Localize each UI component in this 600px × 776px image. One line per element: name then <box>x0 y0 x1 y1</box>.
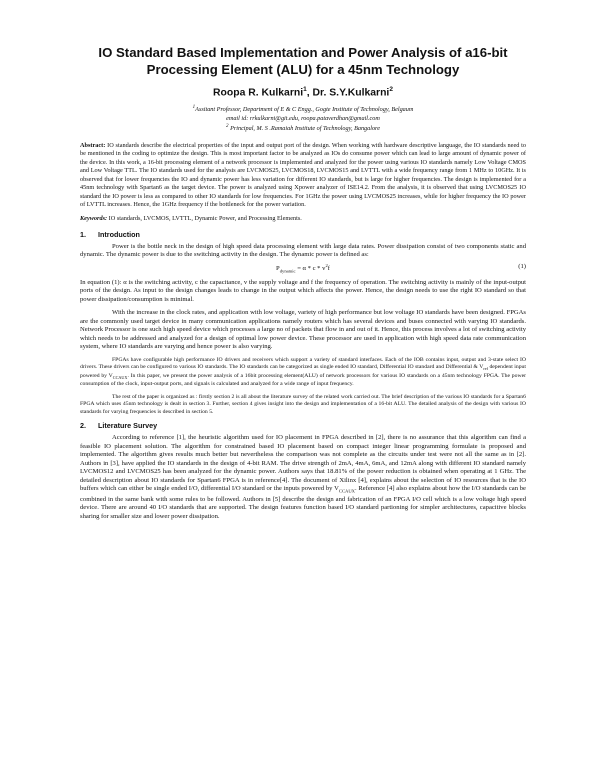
equation-number: (1) <box>518 262 526 270</box>
section-1-paragraph-4 <box>80 357 526 389</box>
affiliation-email: email id: rrkulkarni@git.edu, roopa.pataverdhan@gmail.com <box>226 114 380 122</box>
s1p4-part-c: . In this paper, we present the power analysis of a 16bit processing element(ALU) of network processors for various IO standards on a 45nm technology FPGA. The power consumption of the clock, input-output ports, and signals is calculated and analyzed for a wide range of input frequency. <box>80 372 526 388</box>
section-1-paragraph-1: Power is the bottle neck in the design of high speed data processing element with large data rates. Power dissipation consist of two components static and dynamic. The dynamic power is due to the switching activity in the design. The dynamic power is defined as: <box>80 242 526 259</box>
eq-lhs: P <box>276 265 280 273</box>
author-2-sup: 2 <box>389 86 393 93</box>
affiliation-2-text: Principal, M. S .Ramaiah Institute of Technology, Bangalore <box>230 125 380 133</box>
author-2: , Dr. S.Y.Kulkarni <box>306 87 390 99</box>
affiliation-1-sup: 1 <box>192 105 196 111</box>
eq-lhs-sub: dynamic <box>279 268 296 274</box>
section-2-number: 2. <box>80 421 86 431</box>
equation-formula <box>80 263 526 274</box>
abstract <box>80 142 526 210</box>
abstract-label: Abstract: <box>80 141 106 149</box>
equation-1 <box>80 263 526 275</box>
s1p4-sub-ref: ref <box>483 366 488 372</box>
section-1-paragraph-5: The rest of the paper is organized as : firstly section 2 is all about the literature survey of the related work carried out. The brief description of the various IO standards for a Spartan6 FPGA which uses 45nm technology is dealt in section 3. Further, section 4 gives insight into the design and implementation of a 16-bit ALU. The detailed analysis of the design with various IO standards for varying frequencies is described in section 5. <box>80 393 526 415</box>
keywords-label: Keywords: <box>80 215 108 223</box>
s1p4-sub-ccaux: CCAUX <box>112 374 128 380</box>
s2p1-part-a: According to reference [1], the heuristic algorithm used for IO placement in FPGA described in [2], there is no assurance that this algorithm can find a feasible IO placement solution. The algorithm for constrained based IO placement based on compact integer linear programming formulate is proposed and implemented. The algorithm gives results much better but nevertheless the comparison was not complete as the circuits under test were not all the same as in [2]. Authors in [3], have applied the IO standards in the design of 4-bit RAM. The drive strength of 2mA, 4mA, 6mA, and 12mA along with different IO standard namely LVCMOS12 and LVCMOS25 has been analyzed for the dynamic power. Authors says that 18.81% of the power reduction is obtained when operating at 1 GHz. The detailed description about IO standards for Spartan6 FPGA is in reference[4]. The document of Xilinx [4], explains about the selection of IO resources that is the IO buffers which can either be single ended I/O, differential I/O standard or the inputs powered by V <box>80 434 526 493</box>
s1p4-part-b: dependent input powered by V <box>80 364 526 379</box>
eq-exponent: 2 <box>325 262 328 268</box>
section-2-paragraph-1 <box>80 434 526 521</box>
section-2-heading <box>80 421 526 430</box>
s1p4-part-a: FPGAs have configurable high performance IO drivers and receivers which support a variety of standard interfaces. Each of the IOB contains input, output and 3-state select IO drivers. These drivers can be configured to various IO standards. The IO standards can be categorized as single ended IO standard, Differential IO standard and Differential & V <box>80 356 526 371</box>
affiliation-1-text: Assitant Professor, Department of E & C Engg., Gogte Institute of Technology, Belgaum <box>195 106 414 114</box>
affiliations <box>80 104 526 133</box>
affiliation-1 <box>80 104 526 114</box>
keywords <box>80 215 526 223</box>
s2p1-part-b: . Reference [4] also explains about how the I/O standards can be combined in the same bank with some rules to be followed. Authors in [5] describe the design and fabrication of an FPGA I/O cell which is a low voltage high speed device. There are around 40 I/O standards that are supported. The design features function based I/O standard partioning for simpler architectures, capacitive blocks sharing for smaller size and lower power dissipation. <box>80 485 526 520</box>
affiliation-2 <box>80 123 526 133</box>
author-1: Roopa R. Kulkarni <box>213 87 304 99</box>
keywords-text: IO standards, LVCMOS, LVTTL, Dynamic Power, and Processing Elements. <box>108 215 302 223</box>
eq-rhs: = α * c * v <box>295 265 326 273</box>
title-line-2: Processing Element (ALU) for a 45nm Technology <box>146 62 460 77</box>
section-1-title: Introduction <box>98 229 140 239</box>
title-line-1: IO Standard Based Implementation and Power Analysis of a16-bit <box>98 45 508 60</box>
affiliation-2-sup: 2 <box>226 124 229 130</box>
s2p1-sub-ccaux: CCAUX <box>338 488 355 494</box>
section-1-number: 1. <box>80 229 86 239</box>
section-2-title: Literature Survey <box>98 421 158 431</box>
eq-tail: f <box>327 265 330 273</box>
paper-title <box>80 44 526 78</box>
section-1-paragraph-2: In equation (1): α is the switching activity, c the capacitance, v the supply voltage and f the frequency of operation. The switching activity is mainly of the input-output ports of the design. As input to the design changes leads to change in the output which affects the power. Hence, the design needs to use the right IO standard so that power dissipation/consumption is minimal. <box>80 278 526 303</box>
section-1-heading <box>80 230 526 239</box>
author-list <box>80 86 526 98</box>
section-1-paragraph-3: With the increase in the clock rates, and application with low voltage, variety of high performance but low voltage IO standards have been designed. FPGAs are the commonly used target device in many communication applications namely routers which has several devices and buses connected with varying IO standards. Network Processor is one such high speed device which processes a large no of packets that flow in and out of it. Hence, this process involves a lot of switching activity which needs to be addressed and analyzed for a design of optimal low power device. These processor are used in application with high speed data rate communication system, where IO standards are varying and hence power is also varying. <box>80 309 526 351</box>
author-1-sup: 1 <box>303 86 307 93</box>
abstract-text: IO standards describe the electrical properties of the input and output port of the design. When working with hardware descriptive language, the IO standards need to be mentioned in the coding to optimize the design. This is most important factor to be analyzed as IOs do consume power which can lead to large amount of dynamic power of the device. In this work, a 16-bit processing element of a network processor is implemented and analyzed for the power using various IO standards namely Low Voltage CMOS and Low Voltage TTL. The IO standards used for the analysis are LVCMOS25, LVCMOS18, LVCMOS15 and LVTTL with a wide frequency range from 1 MHz to 10GHz. It is observed that for lower frequencies the IO and dynamic power has less variation for different IO standards, but is large for higher frequencies. The design is implemented for a 45nm technology with Spartan6 as the target device. The power is analyzed using Xpower analyzer of ISE14.2. From the analysis, it is observed that using LVCMOS25 IO standard the IO power is less as compared to other IO standards for low frequencies. For 1GHz the power using LVCMOS25 increases, while for higher frequency the IO power of LVTTL increases. Hence, the 1GHz frequency if the bottleneck for the power variation. <box>80 141 527 208</box>
